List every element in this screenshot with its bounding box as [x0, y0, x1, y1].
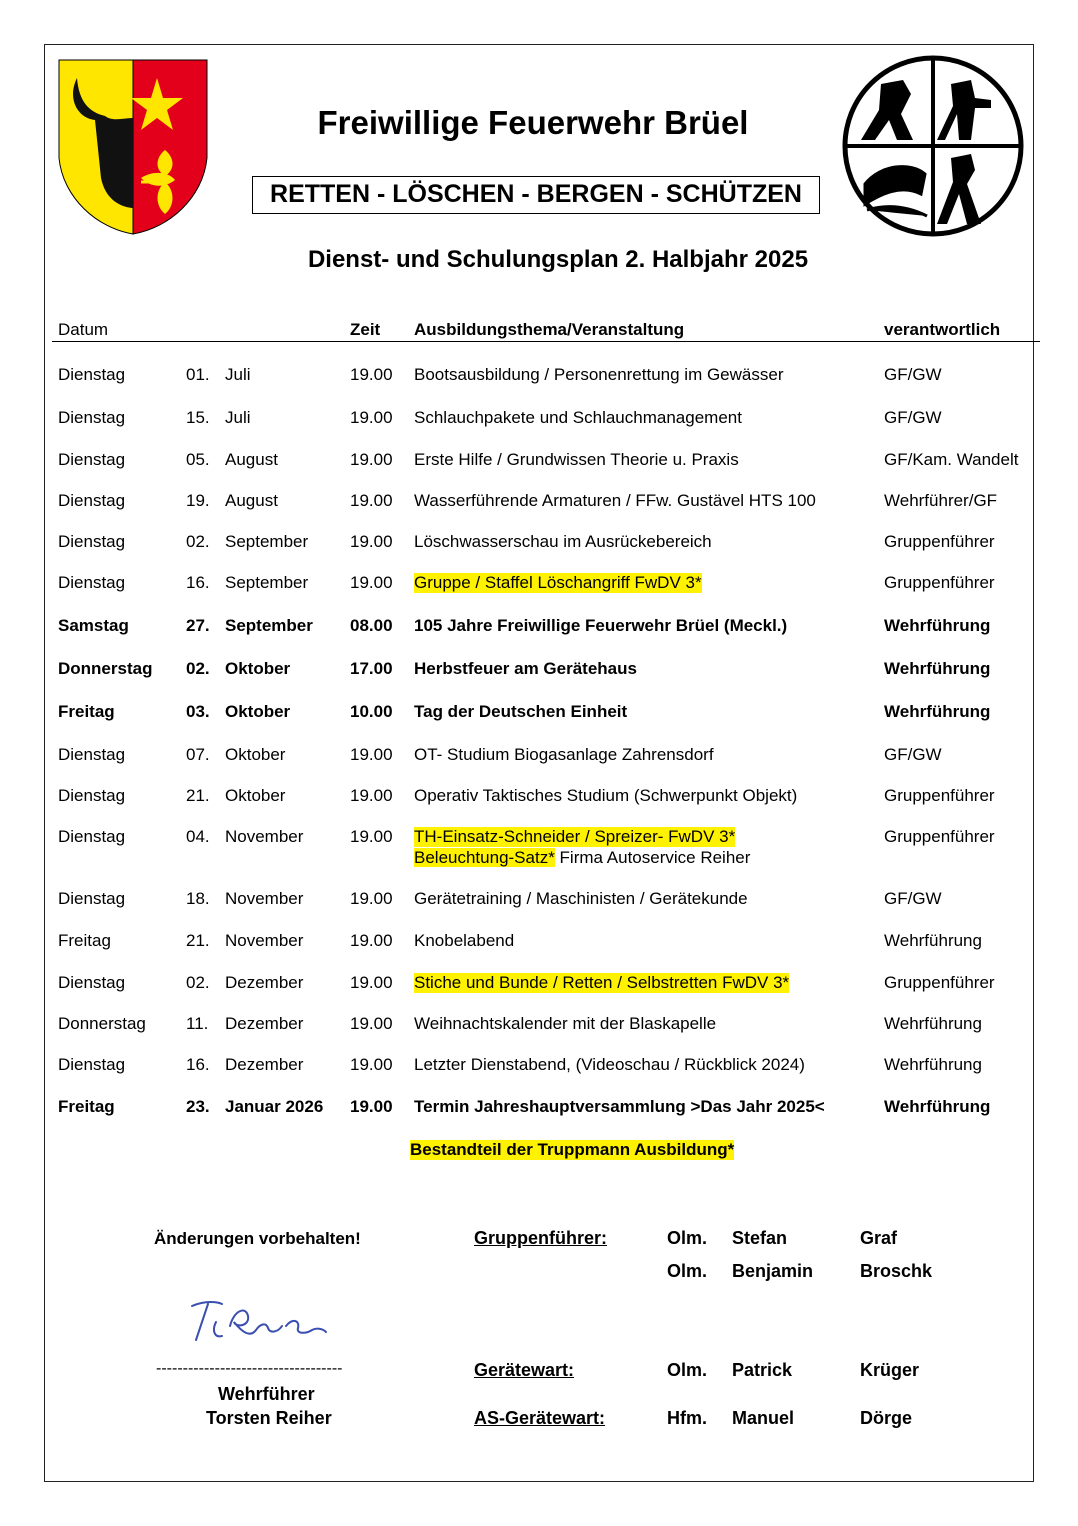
row-month: Dezember	[225, 973, 304, 992]
plan-subtitle: Dienst- und Schulungsplan 2. Halbjahr 2025	[307, 246, 809, 273]
row-date: 16.	[186, 573, 210, 592]
row-responsible: Wehrführung	[884, 702, 991, 721]
row-topic-second-line	[414, 848, 750, 868]
row-date: 19.	[186, 491, 210, 510]
row-time: 10.00	[350, 702, 393, 721]
row-topic: Letzter Dienstabend, (Videoschau / Rückblick 2024)	[414, 1055, 805, 1074]
gf2-rank: Olm.	[667, 1261, 708, 1281]
schedule-row	[0, 1014, 1078, 1036]
row-responsible: Gruppenführer	[884, 532, 995, 551]
row-date: 23.	[186, 1097, 210, 1116]
row-responsible: Wehrführer/GF	[884, 491, 998, 510]
row-responsible: Gruppenführer	[884, 786, 995, 805]
row-day: Dienstag	[58, 450, 126, 469]
column-header-datum: Datum	[58, 320, 109, 339]
row-day: Dienstag	[58, 827, 126, 846]
row-month: November	[225, 931, 304, 950]
signature-icon	[186, 1296, 336, 1346]
gw-last: Krüger	[860, 1360, 920, 1380]
schedule-row	[0, 532, 1078, 554]
row-date: 27.	[186, 616, 210, 635]
gw-first: Patrick	[732, 1360, 793, 1380]
row-time: 17.00	[350, 659, 393, 678]
row-responsible: GF/GW	[884, 889, 942, 908]
gf1-rank: Olm.	[667, 1228, 708, 1248]
row-date: 21.	[186, 931, 210, 950]
row-responsible: Wehrführung	[884, 1097, 991, 1116]
schedule-row	[0, 889, 1078, 911]
row-topic-rest: Firma Autoservice Reiher	[554, 848, 751, 867]
row-time: 19.00	[350, 827, 393, 846]
row-day: Dienstag	[58, 745, 126, 764]
row-month: Oktober	[225, 702, 291, 721]
gf2-last: Broschk	[860, 1261, 933, 1281]
row-time: 19.00	[350, 745, 393, 764]
gf1-last: Graf	[860, 1228, 898, 1248]
row-day: Freitag	[58, 1097, 115, 1116]
row-day: Dienstag	[58, 491, 126, 510]
page-title: Freiwillige Feuerwehr Brüel	[317, 104, 749, 141]
row-date: 02.	[186, 532, 210, 551]
row-topic: Erste Hilfe / Grundwissen Theorie u. Praxis	[414, 450, 739, 469]
row-day: Freitag	[58, 702, 115, 721]
row-responsible: Wehrführung	[884, 659, 991, 678]
header-divider	[52, 341, 1040, 342]
row-responsible: GF/GW	[884, 365, 942, 384]
row-time: 19.00	[350, 450, 393, 469]
schedule-row	[0, 573, 1078, 595]
row-topic-highlighted: Gruppe / Staffel Löschangriff FwDV 3*	[414, 573, 702, 592]
asgw-label: AS-Gerätewart:	[474, 1408, 606, 1428]
row-time: 19.00	[350, 1014, 393, 1033]
row-topic: Operativ Taktisches Studium (Schwerpunkt Objekt)	[414, 786, 798, 805]
row-month: Dezember	[225, 1014, 304, 1033]
row-topic-highlighted: Beleuchtung-Satz*	[414, 848, 555, 867]
row-date: 03.	[186, 702, 210, 721]
row-date: 07.	[186, 745, 210, 764]
gw-label: Gerätewart:	[474, 1360, 575, 1380]
row-topic: Gerätetraining / Maschinisten / Gerätekunde	[414, 889, 748, 908]
row-day: Dienstag	[58, 532, 126, 551]
row-month: Januar 2026	[225, 1097, 324, 1116]
asgw-first: Manuel	[732, 1408, 795, 1428]
row-topic-highlighted: Stiche und Bunde / Retten / Selbstretten FwDV 3*	[414, 973, 790, 992]
row-responsible: Gruppenführer	[884, 827, 995, 846]
row-month: Oktober	[225, 659, 291, 678]
row-topic: Termin Jahreshauptversammlung >Das Jahr 2025<	[414, 1097, 825, 1116]
row-month: August	[225, 491, 278, 510]
row-time: 19.00	[350, 408, 393, 427]
row-topic: Herbstfeuer am Gerätehaus	[414, 659, 637, 678]
row-time: 19.00	[350, 1097, 393, 1116]
schedule-row	[0, 408, 1078, 430]
row-day: Dienstag	[58, 889, 126, 908]
row-month: Oktober	[225, 786, 286, 805]
row-time: 19.00	[350, 973, 393, 992]
row-day: Dienstag	[58, 408, 126, 427]
row-date: 04.	[186, 827, 210, 846]
schedule-row-highlight-event	[0, 1097, 1078, 1119]
row-topic: 105 Jahre Freiwillige Feuerwehr Brüel (Meckl.)	[414, 616, 788, 635]
row-responsible: Gruppenführer	[884, 573, 995, 592]
row-responsible: GF/GW	[884, 745, 942, 764]
row-time: 19.00	[350, 532, 393, 551]
row-day: Dienstag	[58, 365, 126, 384]
column-header-verantwortlich: verantwortlich	[884, 320, 1001, 339]
row-month: September	[225, 573, 309, 592]
row-responsible: Wehrführung	[884, 616, 991, 635]
row-date: 02.	[186, 973, 210, 992]
changes-note: Änderungen vorbehalten!	[154, 1229, 361, 1248]
row-day: Freitag	[58, 931, 111, 950]
schedule-row	[0, 365, 1078, 387]
row-date: 21.	[186, 786, 210, 805]
row-day: Dienstag	[58, 1055, 126, 1074]
row-date: 16.	[186, 1055, 210, 1074]
row-topic: Knobelabend	[414, 931, 515, 950]
column-header-thema: Ausbildungsthema/Veranstaltung	[414, 320, 685, 339]
row-month: Oktober	[225, 745, 286, 764]
asgw-last: Dörge	[860, 1408, 913, 1428]
gf1-first: Stefan	[732, 1228, 788, 1248]
row-day: Donnerstag	[58, 659, 153, 678]
row-date: 11.	[186, 1014, 209, 1033]
row-responsible: Wehrführung	[884, 1014, 982, 1033]
signer-role: Wehrführer	[218, 1384, 315, 1404]
row-day: Donnerstag	[58, 1014, 146, 1033]
schedule-row-highlight-event	[0, 616, 1078, 638]
row-topic: OT- Studium Biogasanlage Zahrensdorf	[414, 745, 714, 764]
schedule-row	[0, 745, 1078, 767]
row-day: Dienstag	[58, 786, 126, 805]
row-time: 19.00	[350, 931, 393, 950]
row-month: September	[225, 532, 309, 551]
schedule-row-highlight-event	[0, 659, 1078, 681]
schedule-row	[0, 973, 1078, 995]
gw-rank: Olm.	[667, 1360, 708, 1380]
row-topic: Tag der Deutschen Einheit	[414, 702, 628, 721]
row-topic: Weihnachtskalender mit der Blaskapelle	[414, 1014, 717, 1033]
schedule-row-highlight-event	[0, 702, 1078, 724]
gf-label: Gruppenführer:	[474, 1228, 607, 1248]
row-topic: Bootsausbildung / Personenrettung im Gewässer	[414, 365, 784, 384]
row-date: 01.	[186, 365, 210, 384]
row-month: Juli	[225, 408, 251, 427]
schedule-row	[0, 786, 1078, 808]
schedule-row	[0, 827, 1078, 871]
row-month: Juli	[225, 365, 251, 384]
row-time: 19.00	[350, 786, 393, 805]
row-responsible: Wehrführung	[884, 1055, 982, 1074]
schedule-row	[0, 491, 1078, 513]
signer-name: Torsten Reiher	[206, 1408, 332, 1428]
row-topic: Löschwasserschau im Ausrückebereich	[414, 532, 712, 551]
row-time: 19.00	[350, 573, 393, 592]
row-topic-highlighted: TH-Einsatz-Schneider / Spreizer- FwDV 3*	[414, 827, 736, 846]
row-date: 15.	[186, 408, 210, 427]
asgw-rank: Hfm.	[667, 1408, 707, 1428]
row-responsible: GF/Kam. Wandelt	[884, 450, 1019, 469]
row-month: Dezember	[225, 1055, 304, 1074]
row-month: November	[225, 889, 304, 908]
row-topic: Schlauchpakete und Schlauchmanagement	[414, 408, 742, 427]
schedule-row	[0, 450, 1078, 472]
gf2-first: Benjamin	[732, 1261, 814, 1281]
row-time: 08.00	[350, 616, 393, 635]
row-day: Samstag	[58, 616, 129, 635]
signature-line: -----------------------------------	[156, 1360, 343, 1377]
coat-of-arms-icon	[57, 58, 209, 236]
row-responsible: Gruppenführer	[884, 973, 995, 992]
row-topic: Wasserführende Armaturen / FFw. Gustävel HTS 100	[414, 491, 816, 510]
truppmann-note: Bestandteil der Truppmann Ausbildung*	[410, 1140, 735, 1159]
row-date: 05.	[186, 450, 210, 469]
row-date: 02.	[186, 659, 210, 678]
row-responsible: GF/GW	[884, 408, 942, 427]
row-month: November	[225, 827, 304, 846]
row-time: 19.00	[350, 1055, 393, 1074]
row-time: 19.00	[350, 365, 393, 384]
row-time: 19.00	[350, 491, 393, 510]
fire-brigade-emblem-icon	[841, 54, 1025, 238]
row-day: Dienstag	[58, 973, 126, 992]
row-time: 19.00	[350, 889, 393, 908]
row-responsible: Wehrführung	[884, 931, 982, 950]
row-date: 18.	[186, 889, 210, 908]
row-month: August	[225, 450, 278, 469]
column-header-zeit: Zeit	[350, 320, 381, 339]
row-day: Dienstag	[58, 573, 126, 592]
schedule-row	[0, 1055, 1078, 1077]
motto-box: RETTEN - LÖSCHEN - BERGEN - SCHÜTZEN	[252, 176, 820, 214]
row-month: September	[225, 616, 313, 635]
schedule-row	[0, 931, 1078, 953]
